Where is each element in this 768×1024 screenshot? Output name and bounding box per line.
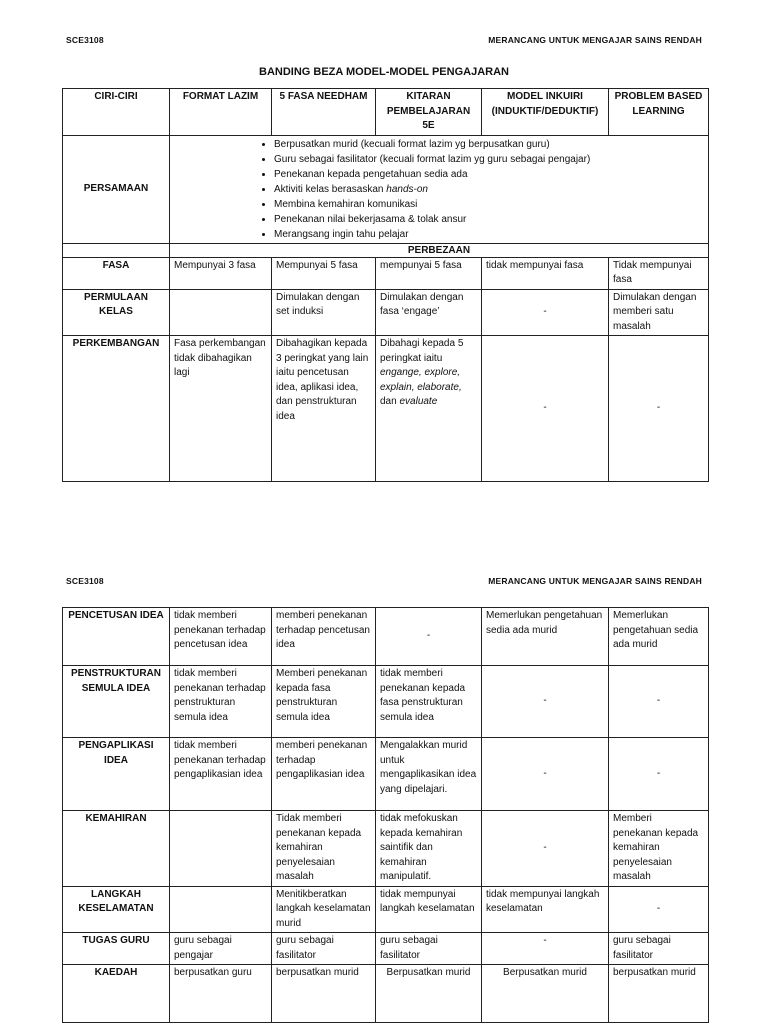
course-title: MERANCANG UNTUK MENGAJAR SAINS RENDAH [488, 576, 702, 586]
table-cell: berpusatkan murid [272, 965, 376, 1023]
table-cell: guru sebagai fasilitator [609, 933, 709, 965]
row-label: LANGKAH KESELAMATAN [63, 886, 170, 933]
list-item: • Merangsang ingin tahu pelajar [274, 227, 704, 242]
row-label: PENCETUSAN IDEA [63, 608, 170, 666]
column-header: MODEL INKUIRI (INDUKTIF/DEDUKTIF) [482, 89, 609, 136]
table-cell: tidak memberi penekanan terhadap pengaplikasian idea [170, 738, 272, 811]
table-cell: Tidak memberi penekanan kepada kemahiran penyelesaian masalah [272, 811, 376, 887]
table-cell: - [482, 666, 609, 738]
row-label: PERKEMBANGAN [63, 336, 170, 482]
table-header-row [63, 89, 709, 136]
table-cell: berpusatkan murid [609, 965, 709, 1023]
row-label: PERSAMAAN [63, 135, 170, 243]
table-cell: Memerlukan pengetahuan sedia ada murid [609, 608, 709, 666]
table-cell [170, 811, 272, 887]
table-cell: Menitikberatkan langkah keselamatan murid [272, 886, 376, 933]
list-item: • Penekanan kepada pengetahuan sedia ada [274, 167, 704, 182]
list-item: • Guru sebagai fasilitator (kecuali format lazim yg guru sebagai pengajar) [274, 152, 704, 167]
list-item: • Berpusatkan murid (kecuali format lazim yg berpusatkan guru) [274, 137, 704, 152]
table-cell: Dimulakan dengan set induksi [272, 289, 376, 336]
page-header [66, 35, 702, 45]
column-header: 5 FASA NEEDHAM [272, 89, 376, 136]
list-item: • Penekanan nilai bekerjasama & tolak ansur [274, 212, 704, 227]
table-cell: memberi penekanan terhadap pencetusan idea [272, 608, 376, 666]
row-label: KAEDAH [63, 965, 170, 1023]
course-code: SCE3108 [66, 35, 104, 45]
persamaan-list [174, 137, 704, 242]
course-code: SCE3108 [66, 576, 104, 586]
persamaan-list-cell [170, 135, 709, 243]
table-cell: - [482, 811, 609, 887]
table-cell: Dimulakan dengan memberi satu masalah [609, 289, 709, 336]
table-cell: - [482, 289, 609, 336]
page-header-2 [66, 576, 702, 586]
table-cell: tidak memberi penekanan terhadap penstrukturan semula idea [170, 666, 272, 738]
table-cell: Dibahagi kepada 5 peringkat iaitu engange, explore, explain, elaborate, dan evaluate [376, 336, 482, 482]
table-row-fasa [63, 257, 709, 289]
table-row-perkembangan [63, 336, 709, 482]
table-cell: tidak memberi penekanan kepada fasa penstrukturan semula idea [376, 666, 482, 738]
row-label: FASA [63, 257, 170, 289]
comparison-table-part1 [62, 88, 709, 482]
table-cell [170, 886, 272, 933]
comparison-table-part2 [62, 607, 709, 1023]
course-title: MERANCANG UNTUK MENGAJAR SAINS RENDAH [488, 35, 702, 45]
table-cell: tidak memberi penekanan terhadap pencetusan idea [170, 608, 272, 666]
table-cell: Mengalakkan murid untuk mengaplikasikan idea yang dipelajari. [376, 738, 482, 811]
table-row [63, 608, 709, 666]
row-label: PERMULAAN KELAS [63, 289, 170, 336]
table-cell: tidak mempunyai langkah keselamatan [482, 886, 609, 933]
column-header: FORMAT LAZIM [170, 89, 272, 136]
column-header: CIRI-CIRI [63, 89, 170, 136]
column-header: KITARAN PEMBELAJARAN 5E [376, 89, 482, 136]
table-cell: tidak mempunyai langkah keselamatan [376, 886, 482, 933]
table-cell: - [482, 738, 609, 811]
table-cell: Dibahagikan kepada 3 peringkat yang lain iaitu pencetusan idea, aplikasi idea, dan penstrukturan idea [272, 336, 376, 482]
table-cell: berpusatkan guru [170, 965, 272, 1023]
table-cell: Tidak mempunyai fasa [609, 257, 709, 289]
table-cell: guru sebagai pengajar [170, 933, 272, 965]
table-cell: Memberi penekanan kepada fasa penstrukturan semula idea [272, 666, 376, 738]
table-row [63, 811, 709, 887]
table-row [63, 666, 709, 738]
table-cell: Berpusatkan murid [482, 965, 609, 1023]
hands-on-text: hands-on [386, 183, 428, 195]
table-row [63, 886, 709, 933]
table-row [63, 933, 709, 965]
table-cell [170, 289, 272, 336]
table-cell: mempunyai 5 fasa [376, 257, 482, 289]
row-label: PENSTRUKTURAN SEMULA IDEA [63, 666, 170, 738]
table-cell: tidak mefokuskan kepada kemahiran saintifik dan kemahiran manipulatif. [376, 811, 482, 887]
table-cell: guru sebagai fasilitator [376, 933, 482, 965]
table-cell: - [609, 666, 709, 738]
table-cell: Fasa perkembangan tidak dibahagikan lagi [170, 336, 272, 482]
table-cell: - [482, 336, 609, 482]
list-item: • Aktiviti kelas berasaskan hands-on [274, 182, 704, 197]
table-cell: - [609, 738, 709, 811]
table-row-permulaan [63, 289, 709, 336]
table-cell: Memerlukan pengetahuan sedia ada murid [482, 608, 609, 666]
table-cell: - [609, 886, 709, 933]
table-cell: Dimulakan dengan fasa ‘engage’ [376, 289, 482, 336]
row-label: KEMAHIRAN [63, 811, 170, 887]
table-cell: guru sebagai fasilitator [272, 933, 376, 965]
table-row [63, 965, 709, 1023]
table-cell: - [482, 933, 609, 965]
list-item: • Membina kemahiran komunikasi [274, 197, 704, 212]
perbezaan-heading: PERBEZAAN [170, 243, 709, 257]
table-cell: Memberi penekanan kepada kemahiran penyelesaian masalah [609, 811, 709, 887]
table-row-persamaan [63, 135, 709, 243]
table-cell: Mempunyai 3 fasa [170, 257, 272, 289]
row-label: PENGAPLIKASI IDEA [63, 738, 170, 811]
table-cell: Berpusatkan murid [376, 965, 482, 1023]
column-header: PROBLEM BASED LEARNING [609, 89, 709, 136]
table-cell: - [609, 336, 709, 482]
table-cell: memberi penekanan terhadap pengaplikasian idea [272, 738, 376, 811]
table-cell: tidak mempunyai fasa [482, 257, 609, 289]
table-row-perbezaan [63, 243, 709, 257]
table-row [63, 738, 709, 811]
document-title: BANDING BEZA MODEL-MODEL PENGAJARAN [259, 66, 509, 78]
row-label: TUGAS GURU [63, 933, 170, 965]
table-cell: Mempunyai 5 fasa [272, 257, 376, 289]
table-cell: - [376, 608, 482, 666]
